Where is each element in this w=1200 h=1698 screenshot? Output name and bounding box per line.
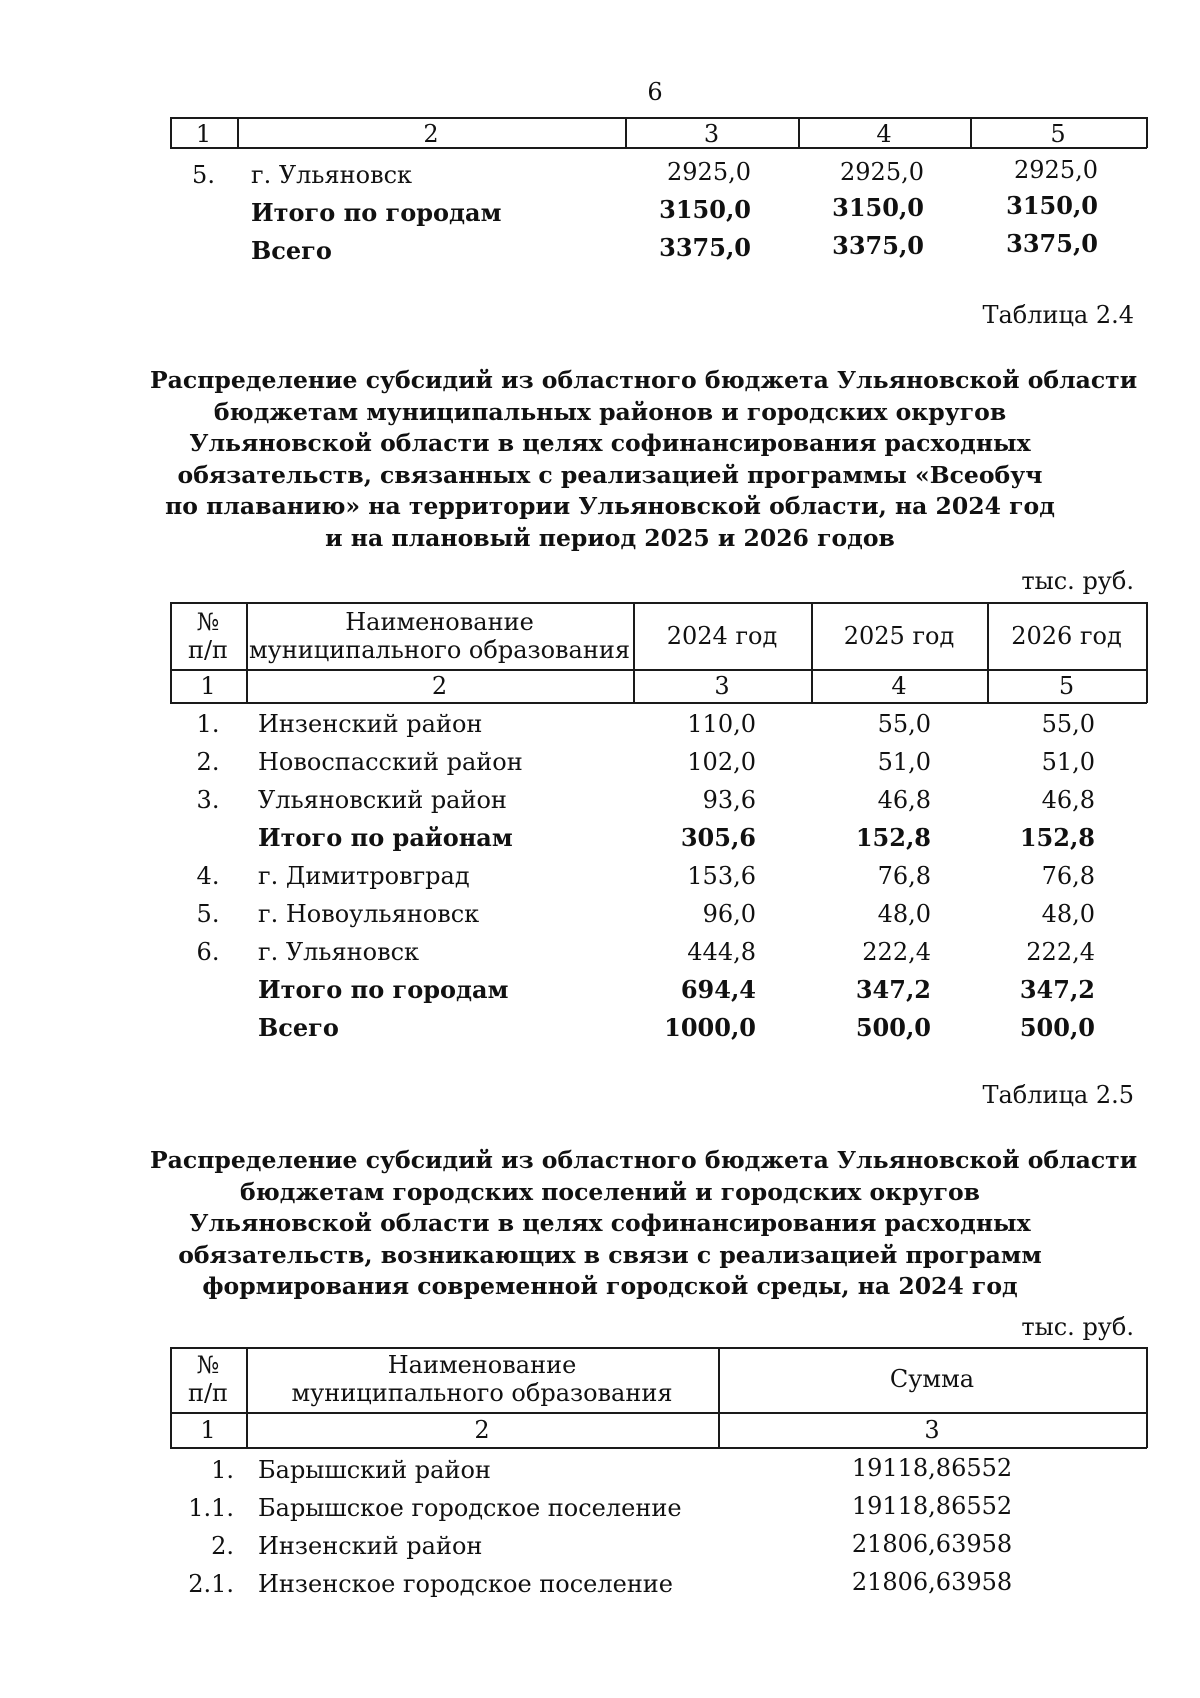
header-2024: 2024 год [666, 622, 778, 650]
row-value: 76,8 [1041, 862, 1095, 890]
table-border [170, 702, 1147, 704]
table-border [1146, 602, 1148, 703]
row-value: 694,4 [680, 975, 756, 1004]
row-value: 21806,63958 [851, 1530, 1013, 1558]
row-name: Ульяновский район [258, 786, 507, 814]
row-value: 3375,0 [659, 233, 751, 262]
title-line: Распределение субсидий из областного бюджета Ульяновской области [150, 366, 1138, 394]
row-value: 3375,0 [832, 231, 924, 260]
table-border [170, 669, 1147, 671]
title-line: бюджетам городских поселений и городских округов [239, 1177, 981, 1206]
table-label: Таблица 2.4 [982, 301, 1134, 329]
row-number: 2. [196, 748, 220, 776]
row-value: 500,0 [855, 1013, 931, 1042]
column-index: 1 [200, 672, 216, 700]
row-name: Всего [258, 1013, 339, 1042]
unit-label: тыс. руб. [1021, 1313, 1134, 1341]
unit-label: тыс. руб. [1021, 567, 1134, 595]
row-value: 46,8 [1041, 786, 1095, 814]
column-index: 4 [891, 672, 907, 700]
row-value: 305,6 [680, 823, 756, 852]
title-line: бюджетам муниципальных районов и городских округов [213, 397, 1007, 426]
row-value: 444,8 [687, 938, 756, 966]
row-number: 2. [211, 1532, 234, 1560]
row-value: 2925,0 [1014, 156, 1098, 184]
column-index: 2 [431, 672, 448, 700]
title-line: обязательств, связанных с реализацией программы «Всеобуч [177, 460, 1043, 489]
row-value: 347,2 [1019, 975, 1095, 1004]
column-index: 5 [1058, 672, 1075, 700]
title-line: обязательств, возникающих в связи с реализацией программ [178, 1240, 1042, 1269]
header-name: Наименование муниципального образования [291, 1351, 673, 1407]
title-line: Ульяновской области в целях софинансирования расходных [189, 429, 1031, 457]
row-value: 347,2 [855, 975, 931, 1004]
row-name: Новоспасский район [258, 748, 523, 776]
row-name: г. Димитровград [258, 862, 470, 890]
table-border [170, 1447, 1147, 1449]
column-index: 2 [423, 120, 439, 148]
row-value: 2925,0 [667, 158, 751, 186]
column-index: 3 [714, 672, 730, 700]
row-name: Итого по городам [251, 198, 502, 227]
row-name: Инзенский район [258, 710, 483, 738]
column-index: 3 [703, 120, 720, 148]
row-name: Итого по районам [258, 823, 513, 852]
row-name: Инзенское городское поселение [258, 1570, 674, 1598]
row-name: г. Ульяновск [258, 938, 420, 966]
title-line: Ульяновской области в целях софинансирования расходных [189, 1209, 1031, 1237]
row-value: 76,8 [877, 862, 931, 890]
row-number: 1. [211, 1456, 234, 1484]
row-number: 5. [192, 161, 215, 189]
row-number: 2.1. [188, 1570, 234, 1598]
title-line: формирования современной городской среды, на 2024 год [202, 1272, 1018, 1300]
title-line: Распределение субсидий из областного бюджета Ульяновской области [150, 1146, 1138, 1174]
row-value: 3150,0 [1006, 191, 1098, 220]
row-name: Барышское городское поселение [258, 1494, 682, 1522]
row-name: г. Ульяновск [251, 161, 413, 189]
row-number: 3. [196, 786, 220, 814]
row-value: 96,0 [702, 900, 756, 928]
header-2025: 2025 год [843, 622, 955, 650]
title-line: и на плановый период 2025 и 2026 годов [325, 523, 895, 552]
column-index: 1 [200, 1416, 216, 1444]
header-number: № п/п [187, 608, 229, 664]
row-value: 93,6 [702, 786, 756, 814]
table-border [170, 602, 1147, 604]
row-value: 19118,86552 [851, 1454, 1013, 1482]
row-value: 48,0 [1041, 900, 1095, 928]
table-border [170, 1412, 1147, 1414]
row-value: 3375,0 [1006, 229, 1098, 258]
column-index: 2 [474, 1416, 490, 1444]
header-sum: Сумма [889, 1365, 975, 1393]
row-value: 3150,0 [659, 195, 751, 224]
row-value: 153,6 [687, 862, 756, 890]
header-2026: 2026 год [1011, 622, 1122, 650]
table-label: Таблица 2.5 [982, 1081, 1134, 1109]
row-number: 1. [196, 710, 220, 738]
header-name: Наименование муниципального образования [249, 608, 630, 664]
row-number: 6. [196, 938, 220, 966]
row-value: 222,4 [1026, 938, 1095, 966]
row-value: 152,8 [855, 823, 931, 852]
row-value: 152,8 [1019, 823, 1095, 852]
column-index: 3 [924, 1416, 940, 1444]
row-name: г. Новоульяновск [258, 900, 480, 928]
title-line: по плаванию» на территории Ульяновской области, на 2024 год [165, 492, 1055, 520]
column-index: 5 [1050, 120, 1066, 148]
column-index: 1 [195, 120, 212, 148]
table-border [170, 1347, 1147, 1349]
row-value: 55,0 [1041, 710, 1095, 738]
table-title [150, 1145, 1138, 1303]
row-value: 55,0 [877, 710, 931, 738]
table-border [1146, 1347, 1148, 1448]
row-name: Инзенский район [258, 1532, 483, 1560]
row-value: 500,0 [1019, 1013, 1095, 1042]
table-title [150, 365, 1138, 554]
row-number: 5. [196, 900, 220, 928]
table-border [1146, 117, 1148, 148]
row-value: 110,0 [687, 710, 756, 738]
row-value: 1000,0 [664, 1013, 756, 1042]
row-value: 46,8 [877, 786, 931, 814]
row-number: 4. [196, 862, 220, 890]
row-value: 19118,86552 [851, 1492, 1013, 1520]
page-number: 6 [647, 78, 663, 106]
row-value: 3150,0 [832, 193, 924, 222]
row-value: 51,0 [1041, 748, 1095, 776]
table-border [170, 117, 1147, 119]
row-value: 222,4 [862, 938, 931, 966]
header-number: № п/п [187, 1351, 229, 1407]
row-value: 51,0 [877, 748, 931, 776]
row-value: 2925,0 [840, 158, 924, 186]
row-number: 1.1. [188, 1494, 234, 1522]
row-value: 102,0 [687, 748, 756, 776]
row-name: Всего [251, 236, 332, 265]
row-name: Барышский район [258, 1456, 491, 1484]
column-index: 4 [876, 120, 892, 148]
row-name: Итого по городам [258, 975, 509, 1004]
row-value: 48,0 [877, 900, 931, 928]
row-value: 21806,63958 [851, 1568, 1013, 1596]
